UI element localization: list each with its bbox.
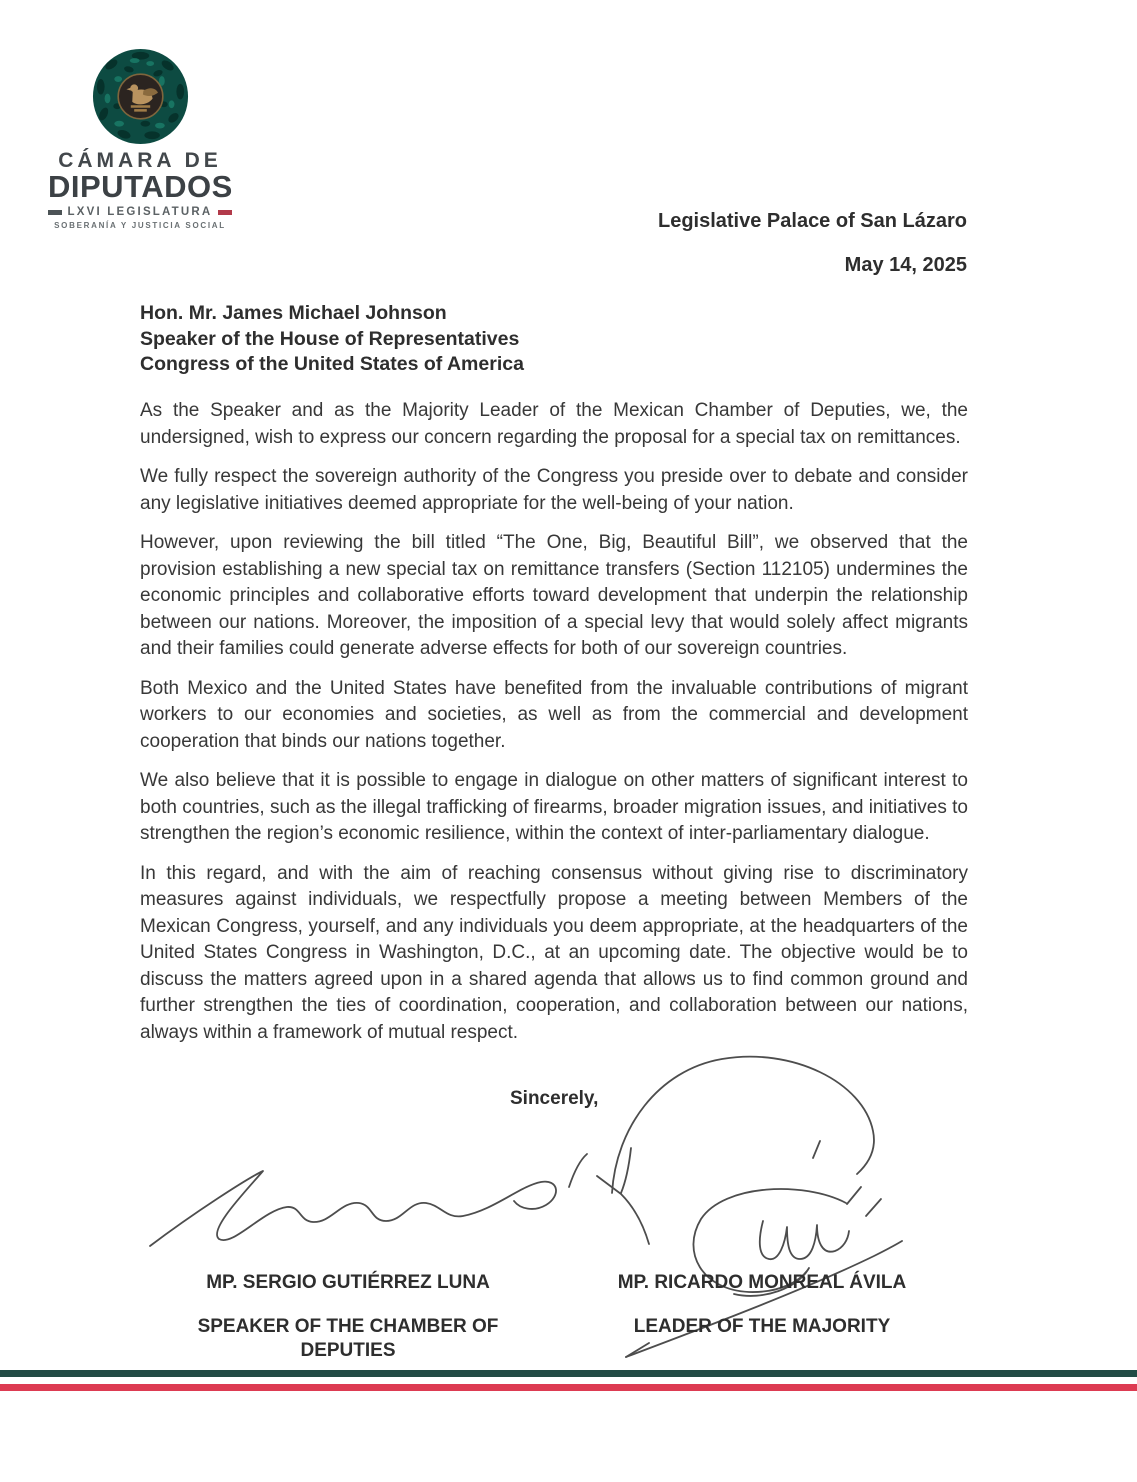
valediction: Sincerely, (510, 1088, 599, 1109)
signatory-title-ricardo: LEADER OF THE MAJORITY (633, 1316, 891, 1337)
paragraph-1: As the Speaker and as the Majority Leader of the Mexican Chamber of Deputies, we, the undersigned, wish to express our concern regarding the proposal for a special tax on remittances. (140, 400, 968, 448)
paragraph-6: In this regard, and with the aim of reaching consensus without giving rise to discriminatory measures against individuals, we respectfully propose a meeting between Members of the Mexican Congress, yourself, and any individuals you deem appropriate, at the headquarters of the United States Congress in Washington, D.C., at an upcoming date. The objective would be to discuss the matters agreed upon in a shared agenda that allows us to find common ground and further strengthen the ties of coordination, cooperation, and collaboration between our nations, always within a framework of mutual respect. (140, 862, 968, 1043)
org-name-line2: DIPUTADOS (48, 169, 233, 204)
signature-sergio (150, 1171, 556, 1246)
legislature-label: LXVI LEGISLATURA (67, 206, 213, 218)
letter-header (658, 210, 967, 277)
chamber-of-deputies-letterhead (48, 48, 232, 230)
footer-stripe-teal (0, 1370, 1137, 1377)
paragraph-4: Both Mexico and the United States have benefited from the invaluable contributions of migrant workers to our economies and societies, as well as from the commercial and development cooperation that binds our nations together. (140, 677, 968, 752)
recipient-title: Speaker of the House of Representatives (140, 327, 520, 350)
signatory-name-ricardo: MP. RICARDO MONREAL ÁVILA (617, 1272, 907, 1293)
footer-stripe-red (0, 1384, 1137, 1391)
legislature-dash-left (48, 210, 62, 215)
legislature-row (48, 206, 232, 218)
signatory-name-sergio: MP. SERGIO GUTIÉRREZ LUNA (206, 1272, 490, 1293)
recipient-org: Congress of the United States of America (140, 353, 524, 375)
letter-date: May 14, 2025 (844, 254, 967, 276)
legislature-dash-right (218, 210, 232, 215)
letter-body (140, 398, 968, 1059)
paragraph-2: We fully respect the sovereign authority of the Congress you preside over to debate and consider any legislative initiatives deemed appropriate for the well-being of your nation. (140, 466, 968, 514)
org-name-line1: CÁMARA DE (58, 149, 222, 172)
recipient-name: Hon. Mr. James Michael Johnson (140, 302, 447, 324)
paragraph-3: However, upon reviewing the bill titled “The One, Big, Beautiful Bill”, we observed that the provision establishing a new special tax on remittance transfers (Section 112105) undermines the economic principles and collaborative efforts toward development that underpin the relationship between our nations. Moreover, the imposition of a special levy that would solely affect migrants and their families could generate adverse effects for both of our sovereign countries. (140, 532, 968, 659)
letter-place: Legislative Palace of San Lázaro (657, 210, 967, 232)
signatory-title-sergio: SPEAKER OF THE CHAMBER OF DEPUTIES (197, 1316, 499, 1361)
signatory-block-left (148, 1272, 548, 1363)
mexican-coat-of-arms-icon (92, 48, 189, 145)
signatory-block-right (597, 1272, 927, 1339)
recipient-block (140, 301, 524, 378)
paragraph-5: We also believe that it is possible to engage in dialogue on other matters of significant interest to both countries, such as the illegal trafficking of firearms, broader migration issues, and initiatives to strengthen the region’s economic resilience, within the context of inter-parliamentary dialogue. (140, 770, 968, 844)
signature-ricardo-arc (612, 1057, 874, 1193)
org-motto: SOBERANÍA Y JUSTICIA SOCIAL (54, 221, 226, 230)
